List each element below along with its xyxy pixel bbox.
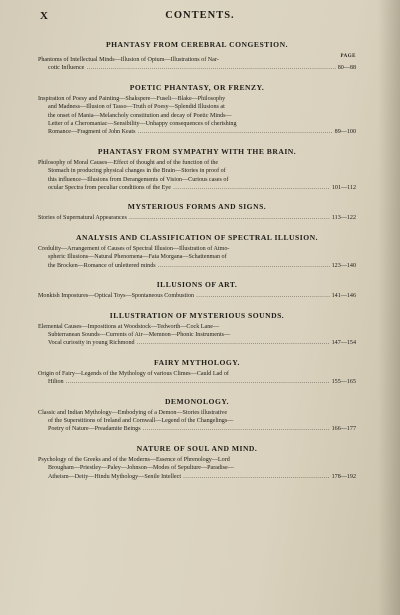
section-heading: MYSTERIOUS FORMS AND SIGNS.: [127, 202, 267, 212]
dot-leader: [158, 262, 330, 270]
page-title: CONTENTS.: [165, 10, 235, 21]
dot-leader: [183, 473, 330, 481]
entry-text: Subterranean Sounds—Currents of Air—Memnon—Phonic Instruments—: [48, 331, 231, 338]
dot-leader: [129, 214, 330, 222]
entry-line: [38, 378, 356, 386]
entry-line: [38, 456, 356, 464]
entry-line: [38, 245, 356, 253]
entry-text: Romance—Fragment of John Keats: [48, 129, 136, 136]
section-entry: [38, 292, 356, 300]
entry-line: [38, 464, 356, 472]
entry-line: [38, 184, 356, 192]
entry-line: [38, 262, 356, 270]
entry-text: ocular Spectra from peculiar conditions of the Eye: [48, 185, 172, 192]
running-head: [40, 10, 360, 26]
entry-text: Inspiration of Poesy and Painting—Shakspere—Fuseli—Blake—Philosophy: [38, 95, 226, 102]
section-entry: [38, 370, 356, 387]
entry-text: of the Superstitions of Ireland and Cornwall—Legend of the Changelings—: [48, 417, 234, 424]
section-entry: [38, 409, 356, 434]
section-heading: ANALYSIS AND CLASSIFICATION OF SPECTRAL ILLUSION.: [76, 232, 318, 242]
entry-text: Monkish Impostures—Optical Toys—Spontaneous Combustion: [38, 293, 195, 300]
entry-text: cotic Influence: [48, 65, 85, 72]
entry-line: [38, 473, 356, 481]
section-entry: [38, 56, 356, 73]
page-range: 147—154: [331, 340, 356, 347]
contents-list: [38, 40, 356, 481]
section-heading: PHANTASY FROM SYMPATHY WITH THE BRAIN.: [97, 146, 297, 156]
entry-line: [38, 417, 356, 425]
page-range: 89—100: [334, 129, 356, 136]
entry-text: Psychology of the Greeks and of the Moderns—Essence of Phrenology—Lord: [38, 456, 230, 463]
entry-line: [38, 292, 356, 300]
dot-leader: [86, 64, 335, 72]
contents-section: [38, 358, 356, 387]
entry-text: Hilton: [48, 379, 64, 386]
dot-leader: [173, 184, 330, 192]
contents-section: [38, 280, 356, 300]
entry-text: Atheism—Deity—Hindu Mythology—Senile Intellect: [48, 473, 182, 480]
entry-line: [38, 323, 356, 331]
page-range: 101—112: [331, 185, 356, 192]
contents-section: [38, 83, 356, 137]
entry-line: [38, 409, 356, 417]
entry-text: Classic and Indian Mythology—Embodying of a Demon—Stories illustrative: [38, 409, 228, 416]
entry-line: [38, 64, 356, 72]
dot-leader: [137, 339, 330, 347]
entry-text: spheric Illusions—Natural Phenomena—Fata Morgana—Schattenman of: [48, 254, 227, 261]
section-heading: POETIC PHANTASY, OR FRENZY.: [129, 82, 265, 92]
entry-text: Origin of Fairy—Legends of the Mythology of various Climes—Cauld Lad of: [38, 370, 229, 377]
section-heading: PHANTASY FROM CEREBRAL CONGESTION.: [106, 40, 288, 49]
entry-line: [38, 103, 356, 111]
entry-line: [38, 370, 356, 378]
page-range: 123—140: [331, 262, 356, 269]
entry-text: Vocal curiosity in young Richmond: [48, 340, 135, 347]
section-entry: [38, 214, 356, 222]
page-range: 141—146: [331, 293, 356, 300]
section-entry: [38, 159, 356, 193]
entry-text: Poetry of Nature—Preadamite Beings: [48, 426, 141, 433]
entry-line: [38, 128, 356, 136]
entry-line: [38, 253, 356, 261]
entry-text: Philosophy of Moral Causes—Effect of thought and of the function of the: [38, 159, 219, 166]
contents-section: [38, 311, 356, 348]
page-range: 155—165: [331, 379, 356, 386]
contents-section: [38, 40, 356, 73]
section-entry: [38, 245, 356, 270]
entry-text: Elemental Causes—Impositions at Woodstock—Tedworth—Cock Lane—: [38, 323, 220, 330]
entry-line: [38, 425, 356, 433]
entry-text: this influence—Illusions from Derangements of Vision—Curious cases of: [48, 176, 229, 183]
contents-section: [38, 202, 356, 222]
entry-line: [38, 56, 356, 64]
page-range: 166—177: [331, 426, 356, 433]
section-heading: FAIRY MYTHOLOGY.: [154, 357, 240, 367]
section-heading: ILLUSIONS OF ART.: [156, 280, 238, 290]
contents-section: [38, 147, 356, 193]
entry-line: [38, 339, 356, 347]
entry-text: the Brocken—Romance of unlettered minds: [48, 262, 156, 269]
section-heading: DEMONOLOGY.: [164, 396, 230, 406]
entry-line: [38, 214, 356, 222]
dot-leader: [66, 378, 330, 386]
entry-line: [38, 331, 356, 339]
entry-text: Stories of Supernatural Appearances: [38, 215, 127, 222]
page-range: 178—192: [331, 473, 356, 480]
dot-leader: [143, 425, 330, 433]
page-number: X: [40, 10, 48, 22]
contents-section: [38, 397, 356, 434]
section-heading: NATURE OF SOUL AND MIND.: [136, 443, 258, 453]
section-entry: [38, 323, 356, 348]
entry-text: and Madness—Illusion of Tasso—Truth of Poesy—Splendid Illusions at: [48, 104, 225, 111]
section-entry: [38, 456, 356, 481]
entry-text: Letter of a Cheromaniac—Sensibility—Unhappy consequences of cherishing: [48, 121, 237, 128]
entry-text: Phantoms of Intellectual Minds—Illusion of Opium—Illustrations of Nar-: [38, 57, 219, 63]
entry-text: Stomach in producing physical changes in the Brain—Stories in proof of: [48, 168, 226, 175]
entry-line: [38, 120, 356, 128]
entry-line: [38, 112, 356, 120]
dot-leader: [138, 128, 333, 136]
dot-leader: [196, 292, 330, 300]
section-heading: ILLUSTRATION OF MYSTERIOUS SOUNDS.: [109, 310, 285, 320]
contents-section: [38, 444, 356, 481]
contents-section: [38, 233, 356, 270]
page-range: 113—122: [331, 215, 356, 222]
section-entry: [38, 95, 356, 137]
page-range: 80—88: [337, 65, 356, 72]
entry-line: [38, 159, 356, 167]
entry-line: [38, 95, 356, 103]
entry-line: [38, 167, 356, 175]
entry-line: [38, 176, 356, 184]
entry-text: Credulity—Arrangement of Causes of Spectral Illusion—Illustration of Atmo-: [38, 245, 230, 252]
entry-text: the onset of Mania—Melancholy constitution and decay of Poetic Minds—: [48, 112, 232, 119]
page-column-label: PAGE: [340, 54, 356, 59]
entry-text: Brougham—Priestley—Paley—Johnson—Modes of Sepulture—Paradise—: [48, 465, 234, 472]
